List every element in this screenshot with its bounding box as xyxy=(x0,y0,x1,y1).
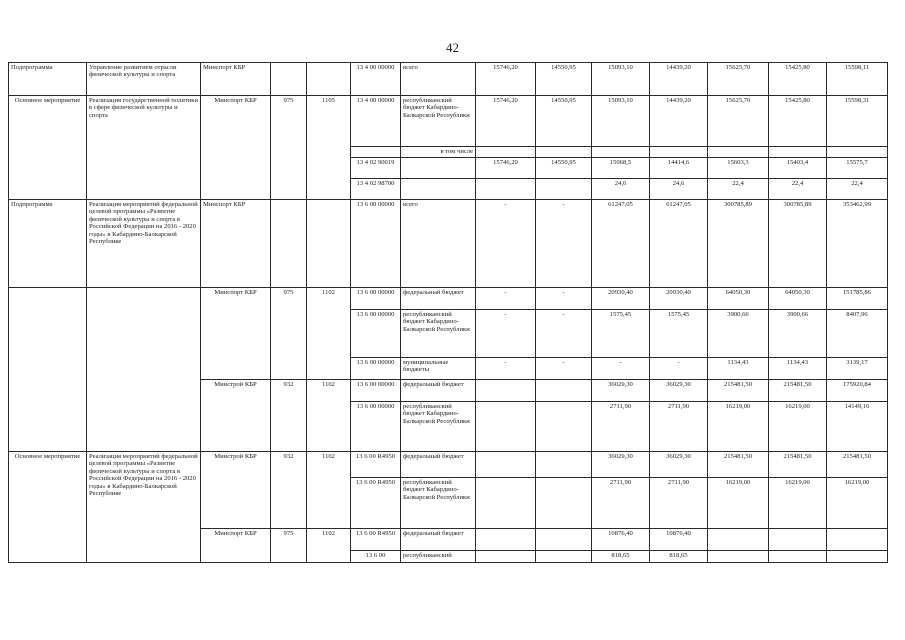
value-cell: - xyxy=(476,288,536,310)
value-cell: 3900,66 xyxy=(769,310,827,358)
executor-cell: Минспорт КБР xyxy=(201,529,271,563)
value-cell: 22,4 xyxy=(827,179,888,200)
status-cell: Основное мероприятие xyxy=(9,96,87,200)
grbs-cell: 975 xyxy=(271,288,307,380)
grbs-cell: 932 xyxy=(271,452,307,529)
value-cell xyxy=(536,478,592,529)
value-cell: 1575,45 xyxy=(650,310,708,358)
value-cell: 15093,10 xyxy=(592,96,650,147)
value-cell xyxy=(476,380,536,402)
value-cell: 300785,89 xyxy=(769,200,827,288)
value-cell: 15425,80 xyxy=(769,63,827,96)
table-row xyxy=(9,63,888,96)
source-cell xyxy=(401,179,476,200)
value-cell xyxy=(476,452,536,478)
value-cell xyxy=(476,179,536,200)
value-cell: 2711,90 xyxy=(650,478,708,529)
source-cell: республиканский бюджет Кабардино-Балкарской Республики xyxy=(401,402,476,452)
value-cell: 14439,20 xyxy=(650,63,708,96)
value-cell xyxy=(536,179,592,200)
name-cell: Реализация государственной политики в сфере физической культуры и спорта xyxy=(87,96,201,200)
code-cell: 13 6 00 00000 xyxy=(351,358,401,380)
value-cell xyxy=(536,402,592,452)
value-cell: 1134,43 xyxy=(708,358,769,380)
value-cell: 14149,16 xyxy=(827,402,888,452)
value-cell xyxy=(536,551,592,563)
value-cell xyxy=(476,147,536,158)
rzpr-cell xyxy=(307,63,351,96)
value-cell: 64050,30 xyxy=(769,288,827,310)
value-cell: 15425,80 xyxy=(769,96,827,147)
value-cell: 15746,20 xyxy=(476,96,536,147)
source-cell: всего xyxy=(401,63,476,96)
value-cell: 818,65 xyxy=(592,551,650,563)
value-cell: 61247,05 xyxy=(650,200,708,288)
value-cell: 24,6 xyxy=(592,179,650,200)
table-row xyxy=(9,288,888,310)
code-cell: 13 4 00 00000 xyxy=(351,96,401,147)
executor-cell: Минстрой КБР xyxy=(201,452,271,529)
value-cell xyxy=(650,147,708,158)
value-cell: - xyxy=(476,310,536,358)
value-cell xyxy=(827,529,888,551)
source-cell: республиканский бюджет Кабардино-Балкарской Республики xyxy=(401,310,476,358)
value-cell: 15746,20 xyxy=(476,63,536,96)
value-cell: 15603,3 xyxy=(708,158,769,179)
rzpr-cell: 1102 xyxy=(307,288,351,380)
source-cell: всего xyxy=(401,200,476,288)
rzpr-cell: 1102 xyxy=(307,380,351,452)
source-cell: республиканский бюджет Кабардино-Балкарской Республики xyxy=(401,478,476,529)
code-cell: 13 6 00 R4950 xyxy=(351,478,401,529)
grbs-cell: 932 xyxy=(271,380,307,452)
value-cell: 215481,50 xyxy=(769,380,827,402)
value-cell: - xyxy=(592,358,650,380)
value-cell: 151785,86 xyxy=(827,288,888,310)
code-cell: 13 6 00 R4950 xyxy=(351,452,401,478)
value-cell xyxy=(536,147,592,158)
value-cell xyxy=(476,402,536,452)
value-cell: 14550,95 xyxy=(536,63,592,96)
value-cell: 36029,30 xyxy=(592,452,650,478)
value-cell: 22,4 xyxy=(708,179,769,200)
status-cell: Подпрограмма xyxy=(9,200,87,288)
value-cell xyxy=(708,529,769,551)
value-cell: 14550,95 xyxy=(536,96,592,147)
value-cell xyxy=(476,529,536,551)
value-cell: 61247,05 xyxy=(592,200,650,288)
value-cell: 10876,40 xyxy=(650,529,708,551)
rzpr-cell: 1102 xyxy=(307,452,351,529)
value-cell: 2711,90 xyxy=(650,402,708,452)
code-cell: 13 4 00 00000 xyxy=(351,63,401,96)
value-cell: - xyxy=(476,358,536,380)
value-cell xyxy=(827,147,888,158)
value-cell xyxy=(536,380,592,402)
value-cell: 14414,6 xyxy=(650,158,708,179)
executor-cell: Минспорт КБР xyxy=(201,63,271,96)
value-cell: 215481,50 xyxy=(708,452,769,478)
executor-cell: Минстрой КБР xyxy=(201,380,271,452)
value-cell: 215481,50 xyxy=(769,452,827,478)
source-cell: федеральный бюджет xyxy=(401,452,476,478)
value-cell: 16219,00 xyxy=(708,402,769,452)
status-cell: Подпрограмма xyxy=(9,63,87,96)
value-cell: 22,4 xyxy=(769,179,827,200)
value-cell xyxy=(769,551,827,563)
table-row xyxy=(9,200,888,288)
value-cell: 8407,96 xyxy=(827,310,888,358)
value-cell: 3139,17 xyxy=(827,358,888,380)
value-cell: 16219,00 xyxy=(708,478,769,529)
value-cell: 15598,11 xyxy=(827,63,888,96)
value-cell: - xyxy=(536,358,592,380)
value-cell: 24,6 xyxy=(650,179,708,200)
name-cell: Управление развитием отрасли физической культуры и спорта xyxy=(87,63,201,96)
value-cell xyxy=(769,529,827,551)
value-cell xyxy=(708,551,769,563)
value-cell: - xyxy=(476,200,536,288)
source-cell xyxy=(401,158,476,179)
grbs-cell xyxy=(271,200,307,288)
value-cell: - xyxy=(536,288,592,310)
value-cell: 16219,00 xyxy=(769,478,827,529)
value-cell: 15575,7 xyxy=(827,158,888,179)
value-cell: 818,65 xyxy=(650,551,708,563)
value-cell: 300785,89 xyxy=(708,200,769,288)
value-cell: 2711,90 xyxy=(592,478,650,529)
value-cell xyxy=(536,452,592,478)
code-cell: 13 6 00 00000 xyxy=(351,402,401,452)
value-cell: 15093,10 xyxy=(592,63,650,96)
value-cell xyxy=(827,551,888,563)
value-cell: - xyxy=(536,200,592,288)
source-cell: республиканский бюджет Кабардино-Балкарской Республики xyxy=(401,96,476,147)
value-cell: 16219,00 xyxy=(769,402,827,452)
code-cell: 13 6 00 00000 xyxy=(351,380,401,402)
table-row xyxy=(9,452,888,478)
value-cell xyxy=(536,529,592,551)
value-cell: 64050,30 xyxy=(708,288,769,310)
executor-cell: Минспорт КБР xyxy=(201,96,271,200)
status-cell xyxy=(9,288,87,452)
code-cell: 13 6 00 R4950 xyxy=(351,529,401,551)
code-cell: 13 6 00 xyxy=(351,551,401,563)
code-cell: 13 6 00 00000 xyxy=(351,310,401,358)
grbs-cell: 975 xyxy=(271,96,307,200)
name-cell xyxy=(87,288,201,452)
source-cell: республиканский xyxy=(401,551,476,563)
page-number: 42 xyxy=(446,40,459,55)
code-cell: 13 6 00 00000 xyxy=(351,288,401,310)
name-cell: Реализация мероприятий федеральной целевой программы «Развитие физической культуры и спорта в Российской Федерации на 2016 - 2020 годы» в Кабардино-Балкарской Республике xyxy=(87,452,201,563)
value-cell xyxy=(592,147,650,158)
code-cell: 13 4 02 98700 xyxy=(351,179,401,200)
value-cell: 3900,66 xyxy=(708,310,769,358)
code-cell: 13 6 00 00000 xyxy=(351,200,401,288)
value-cell: - xyxy=(650,358,708,380)
value-cell: 15625,70 xyxy=(708,96,769,147)
source-cell: федеральный бюджет xyxy=(401,380,476,402)
value-cell: 175920,84 xyxy=(827,380,888,402)
value-cell: 20930,40 xyxy=(650,288,708,310)
value-cell: 36029,30 xyxy=(650,452,708,478)
value-cell: 215481,50 xyxy=(708,380,769,402)
budget-table xyxy=(8,62,888,563)
grbs-cell xyxy=(271,63,307,96)
value-cell: 15625,70 xyxy=(708,63,769,96)
code-cell xyxy=(351,147,401,158)
value-cell: 36029,30 xyxy=(650,380,708,402)
value-cell xyxy=(476,478,536,529)
rzpr-cell: 1105 xyxy=(307,96,351,200)
name-cell: Реализация мероприятий федеральной целевой программы «Развитие физической культуры и спорта в Российской Федерации на 2016 - 2020 годы» в Кабардино-Балкарской Республике xyxy=(87,200,201,288)
value-cell: 14550,95 xyxy=(536,158,592,179)
value-cell: 14439,20 xyxy=(650,96,708,147)
source-cell: муниципальные бюджеты xyxy=(401,358,476,380)
value-cell: 215481,50 xyxy=(827,452,888,478)
value-cell: 20930,40 xyxy=(592,288,650,310)
source-cell: федеральный бюджет xyxy=(401,288,476,310)
executor-cell: Минспорт КБР xyxy=(201,200,271,288)
value-cell: 10876,40 xyxy=(592,529,650,551)
value-cell: 2711,90 xyxy=(592,402,650,452)
status-cell: Основное мероприятие xyxy=(9,452,87,563)
executor-cell: Минспорт КБР xyxy=(201,288,271,380)
value-cell xyxy=(769,147,827,158)
value-cell xyxy=(708,147,769,158)
code-cell: 13 4 02 90019 xyxy=(351,158,401,179)
value-cell: - xyxy=(536,310,592,358)
grbs-cell: 975 xyxy=(271,529,307,563)
rzpr-cell: 1102 xyxy=(307,529,351,563)
value-cell: 16219,00 xyxy=(827,478,888,529)
value-cell: 353462,99 xyxy=(827,200,888,288)
value-cell: 1575,45 xyxy=(592,310,650,358)
value-cell: 15746,20 xyxy=(476,158,536,179)
value-cell: 15403,4 xyxy=(769,158,827,179)
value-cell xyxy=(476,551,536,563)
value-cell: 15598,31 xyxy=(827,96,888,147)
table-row xyxy=(9,96,888,147)
source-cell: в том числе xyxy=(401,147,476,158)
value-cell: 1134,43 xyxy=(769,358,827,380)
value-cell: 15068,5 xyxy=(592,158,650,179)
rzpr-cell xyxy=(307,200,351,288)
source-cell: федеральный бюджет xyxy=(401,529,476,551)
value-cell: 36029,30 xyxy=(592,380,650,402)
